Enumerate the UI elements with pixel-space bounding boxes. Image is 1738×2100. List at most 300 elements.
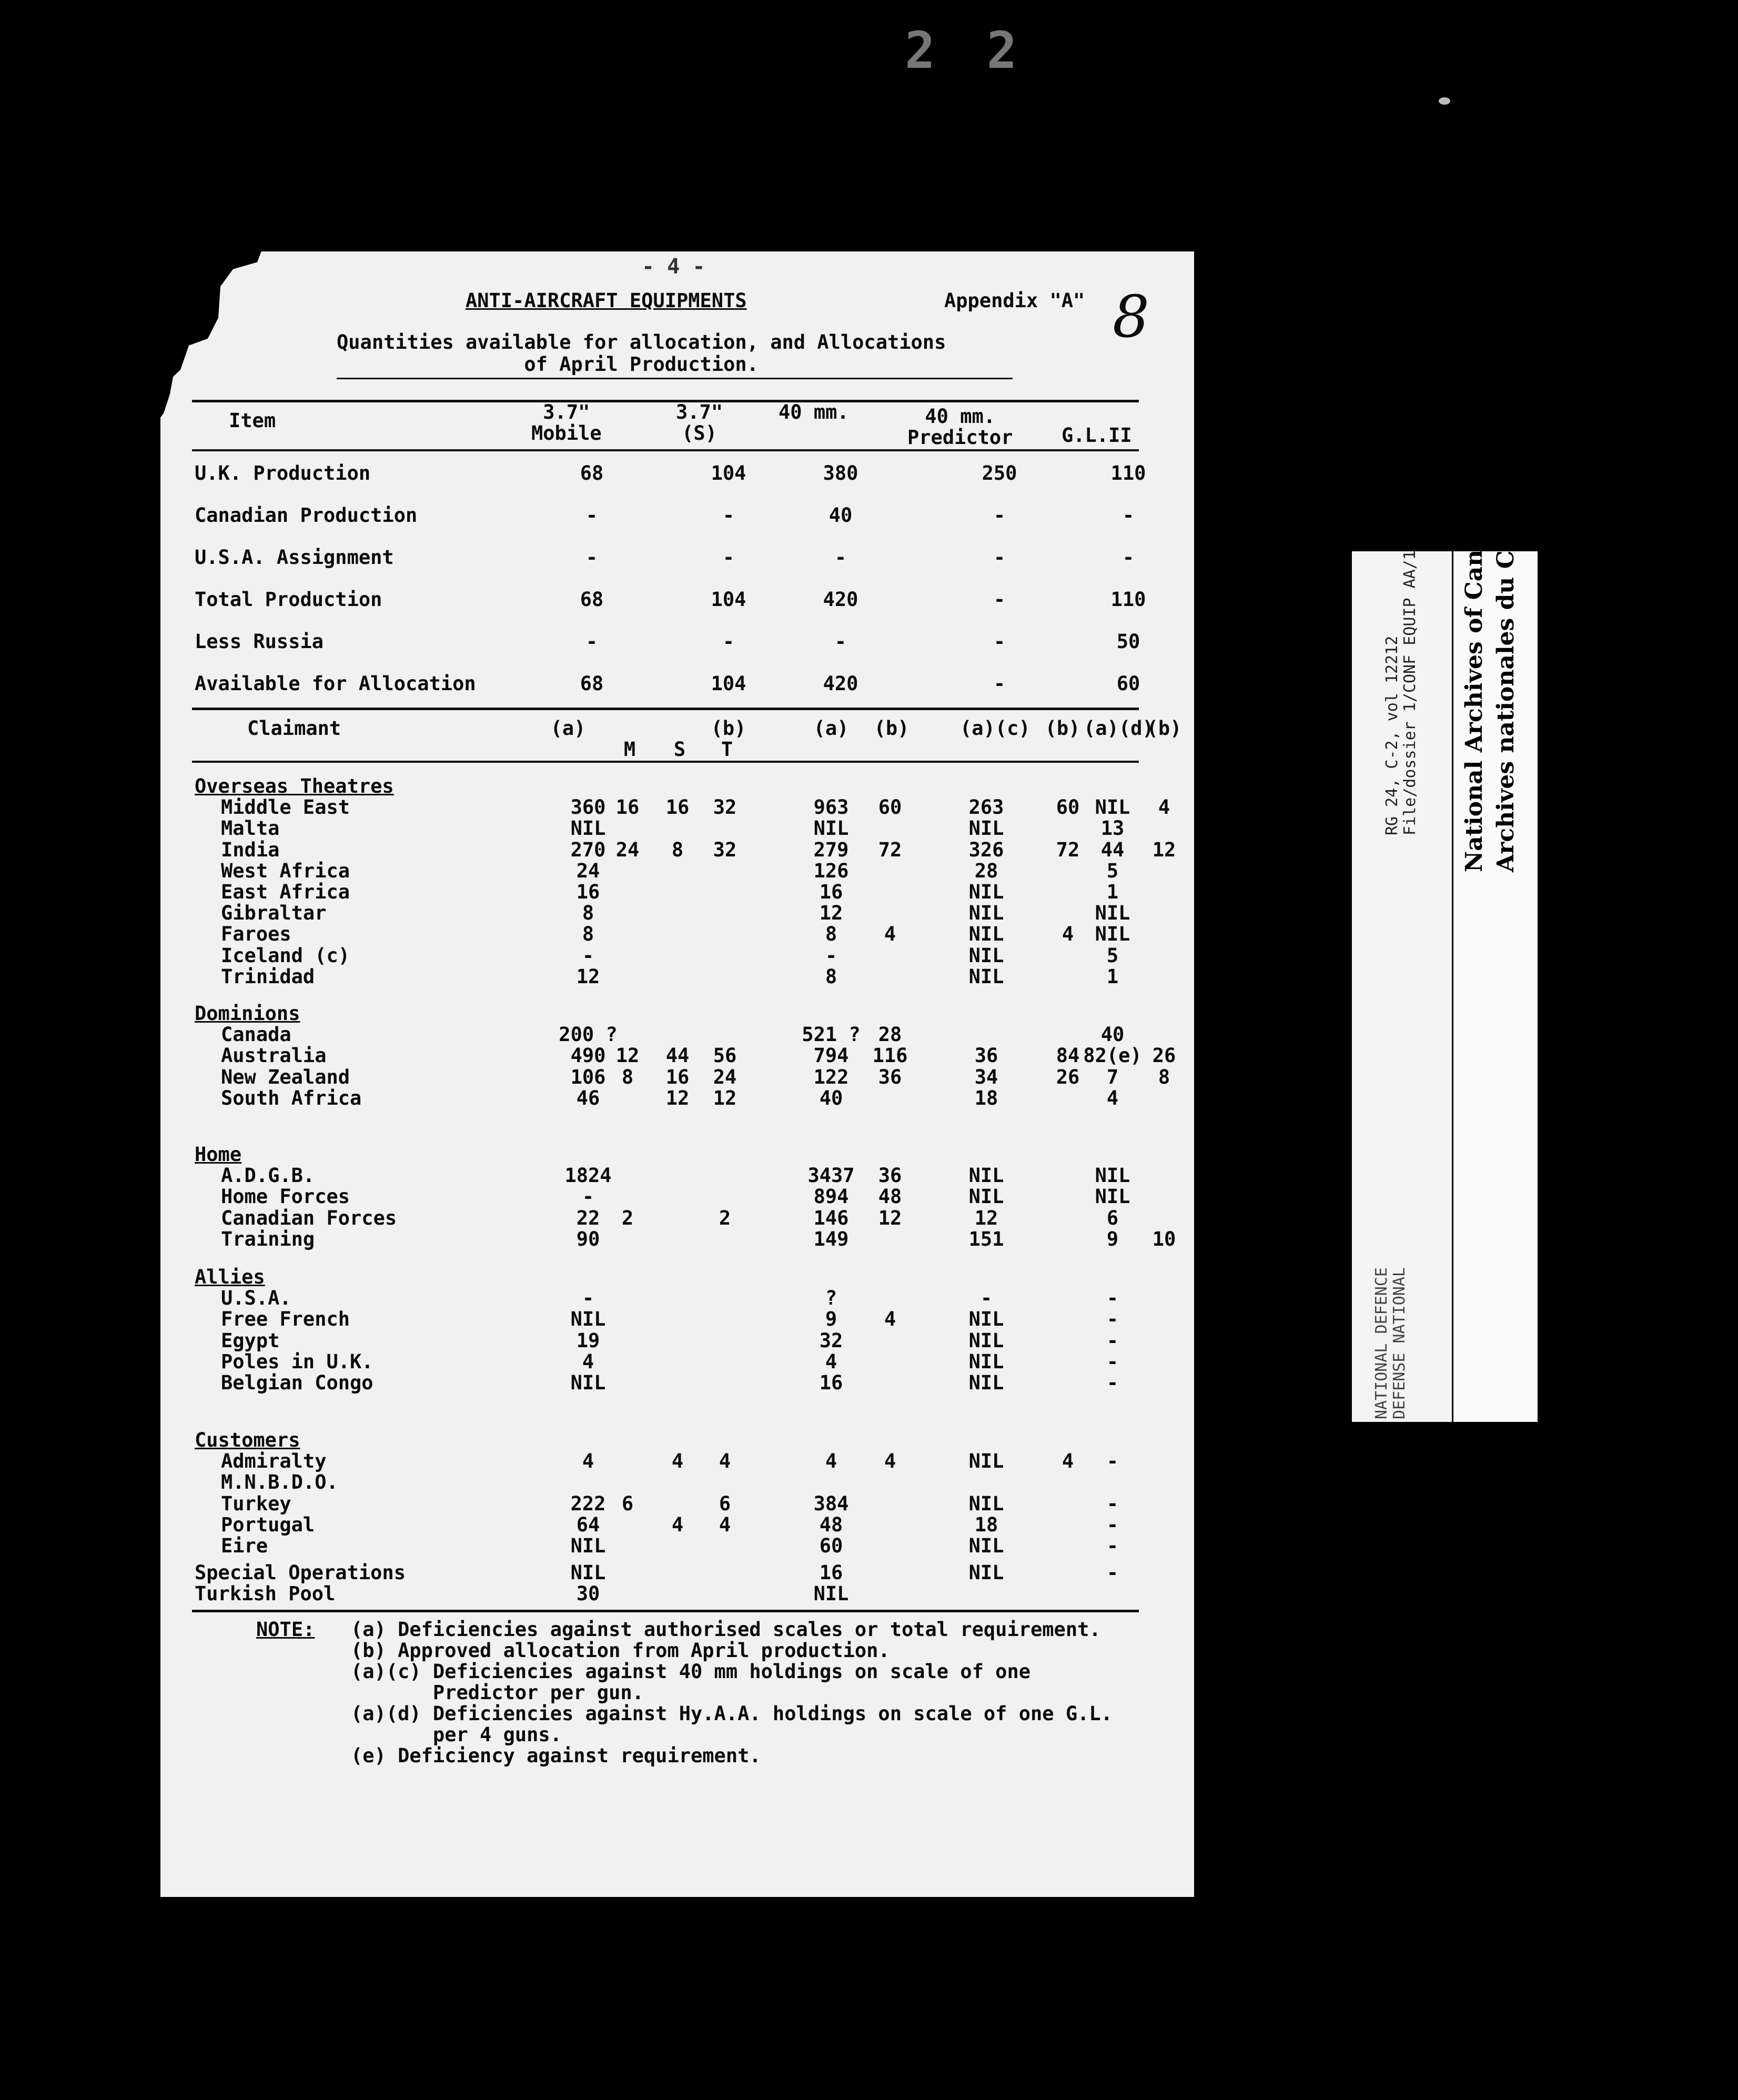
claim-cell-c5: 16 xyxy=(819,881,843,903)
claim-cell-c7: NIL xyxy=(968,881,1004,903)
claim-cell-c1: 1824 xyxy=(564,1164,612,1187)
defence-label xyxy=(1373,1267,1409,1419)
claim-cell-c1: 64 xyxy=(576,1513,600,1536)
claim-cell-c5: NIL xyxy=(813,817,849,840)
claim-cell-c4: 24 xyxy=(713,1066,737,1088)
claim-col-b-static: (b) xyxy=(711,717,746,740)
claim-row xyxy=(195,1308,1141,1329)
claim-cell-c2: 2 xyxy=(621,1207,634,1229)
claim-cell-c5: 60 xyxy=(819,1534,843,1557)
claim-row xyxy=(195,1044,1176,1067)
claim-cell-c7: NIL xyxy=(968,817,1004,840)
claim-row xyxy=(195,1450,1141,1471)
claim-cell-c5: 32 xyxy=(819,1329,843,1352)
claim-row-label: Poles in U.K. xyxy=(221,1350,373,1373)
production-cell-static: 104 xyxy=(711,588,746,611)
claim-col-a-mobile: (a) xyxy=(550,717,586,740)
claim-row-label: Training xyxy=(221,1228,315,1250)
claim-sub-s: S xyxy=(673,738,686,761)
claim-row-label: U.S.A. xyxy=(221,1287,291,1309)
claim-cell-c6: 60 xyxy=(878,796,902,819)
claim-cell-c10: 8 xyxy=(1158,1066,1170,1088)
production-cell-pred: - xyxy=(993,588,1006,611)
archive-stamp xyxy=(1352,472,1536,1422)
claim-row xyxy=(195,1561,1141,1582)
header-static-line2: (S) xyxy=(682,422,717,445)
claim-cell-c9: 1 xyxy=(1106,965,1119,988)
claim-row xyxy=(195,860,1141,881)
archive-reference xyxy=(1383,550,1419,835)
section-heading: Home xyxy=(195,1143,242,1166)
claim-cell-c5: 48 xyxy=(819,1513,843,1536)
claim-row-label: India xyxy=(221,839,280,861)
production-cell-gl: - xyxy=(1122,504,1135,527)
production-cell-gl: 50 xyxy=(1116,630,1140,653)
claim-col-b-gl: (b) xyxy=(1146,717,1182,740)
claim-cell-c6: 72 xyxy=(878,839,902,861)
claim-row xyxy=(195,1534,1141,1556)
claim-cell-c6: 116 xyxy=(872,1044,908,1067)
claim-row xyxy=(195,1228,1176,1250)
claim-row-label: Middle East xyxy=(221,796,350,819)
claim-cell-c6: 4 xyxy=(884,923,896,945)
claim-cell-c7: 326 xyxy=(968,839,1004,861)
header-static xyxy=(676,402,723,444)
claim-cell-c6: 36 xyxy=(878,1164,902,1187)
claim-cell-c1: NIL xyxy=(570,817,606,840)
claim-cell-c5: NIL xyxy=(813,1582,849,1605)
claim-cell-c7: NIL xyxy=(968,923,1004,945)
production-cell-gl: 110 xyxy=(1110,588,1146,611)
claim-cell-c9: - xyxy=(1106,1492,1119,1515)
section-heading: Allies xyxy=(195,1266,265,1288)
production-cell-forty: - xyxy=(834,546,847,569)
claim-cell-c7: NIL xyxy=(968,1350,1004,1373)
claim-cell-c3: 4 xyxy=(671,1450,684,1472)
claim-row-label: Iceland (c) xyxy=(221,944,350,967)
claim-cell-c1: NIL xyxy=(570,1371,606,1394)
claim-row xyxy=(195,839,1176,861)
notes-top-rule xyxy=(192,1610,1139,1612)
claim-cell-c6: 36 xyxy=(878,1066,902,1088)
production-cell-mobile: - xyxy=(585,630,598,653)
production-row xyxy=(195,462,1146,484)
claim-cell-c2: 12 xyxy=(615,1044,640,1067)
claim-row-label: Trinidad xyxy=(221,965,315,988)
claim-cell-c7: NIL xyxy=(968,1329,1004,1352)
claim-cell-c5: 8 xyxy=(825,965,837,988)
header-predictor xyxy=(907,406,1013,448)
claim-row-label: A.D.G.B. xyxy=(221,1164,315,1187)
claims-top-rule xyxy=(192,708,1139,710)
claim-cell-c9: 7 xyxy=(1106,1066,1119,1088)
claim-cell-c9: - xyxy=(1106,1450,1119,1472)
claim-cell-c7: 263 xyxy=(968,796,1004,819)
claim-cell-c1: 270 xyxy=(570,839,606,861)
note-line: per 4 guns. xyxy=(351,1723,562,1746)
claim-cell-c8: 84 xyxy=(1056,1044,1080,1067)
claim-row-label: East Africa xyxy=(221,881,350,903)
claim-cell-c1: 8 xyxy=(582,923,594,945)
claim-col-ad-gl: (a)(d) xyxy=(1084,717,1154,740)
production-row-label: U.K. Production xyxy=(195,462,371,484)
claim-cell-c7: 28 xyxy=(974,860,998,882)
claim-row-label: Portugal xyxy=(221,1513,315,1536)
claim-row-label: Special Operations xyxy=(195,1561,406,1584)
production-row-label: Total Production xyxy=(195,588,382,611)
claim-cell-c10: 10 xyxy=(1152,1228,1176,1250)
claim-cell-c5: 894 xyxy=(813,1185,849,1208)
claim-cell-c8: 72 xyxy=(1056,839,1080,861)
claim-cell-c7: NIL xyxy=(968,1308,1004,1330)
subtitle-underline xyxy=(337,378,1013,379)
claim-cell-c4: 32 xyxy=(713,839,737,861)
claim-row-label: Australia xyxy=(221,1044,327,1067)
claim-cell-c7: NIL xyxy=(968,902,1004,924)
header-item: Item xyxy=(229,409,276,432)
claim-cell-c6: 28 xyxy=(878,1023,902,1046)
claim-cell-c5: - xyxy=(825,944,837,967)
production-row xyxy=(195,546,1141,567)
corner-page-mark: 2 2 xyxy=(905,21,1028,80)
claim-cell-c7: 151 xyxy=(968,1228,1004,1250)
claim-col-a-40mm: (a) xyxy=(813,717,849,740)
claim-row xyxy=(195,1371,1141,1392)
claim-cell-c3: 44 xyxy=(665,1044,690,1067)
claim-row-label: Egypt xyxy=(221,1329,280,1352)
claim-cell-c7: 34 xyxy=(974,1066,998,1088)
header-predictor-line2: Predictor xyxy=(907,426,1013,449)
claim-cell-c1: 19 xyxy=(576,1329,600,1352)
production-cell-forty: - xyxy=(834,630,847,653)
claim-row xyxy=(195,1066,1170,1088)
claim-row xyxy=(195,1164,1141,1185)
claim-cell-c7: - xyxy=(980,1287,993,1309)
claim-cell-c1: 4 xyxy=(582,1350,594,1373)
claim-cell-c3: 16 xyxy=(665,796,690,819)
claim-cell-c3: 8 xyxy=(671,839,684,861)
claim-col-b-40mm: (b) xyxy=(874,717,910,740)
claim-cell-c3: 16 xyxy=(665,1066,690,1088)
claim-cell-c5: 126 xyxy=(813,860,849,882)
claim-row xyxy=(195,1513,1141,1534)
claim-cell-c4: 56 xyxy=(713,1044,737,1067)
claim-cell-c1: - xyxy=(582,1287,594,1309)
claim-row-label: Malta xyxy=(221,817,280,840)
claim-row-label: Admiralty xyxy=(221,1450,327,1472)
note-line: (e) Deficiency against requirement. xyxy=(351,1744,761,1767)
claim-cell-c1: 12 xyxy=(576,965,600,988)
claim-row-label: Canadian Forces xyxy=(221,1207,397,1229)
claim-cell-c9: - xyxy=(1106,1561,1119,1584)
claim-cell-c1: 30 xyxy=(576,1582,600,1605)
claim-cell-c1: 490 xyxy=(570,1044,606,1067)
claim-cell-c5: 8 xyxy=(825,923,837,945)
production-row xyxy=(195,672,1141,693)
header-predictor-line1: 40 mm. xyxy=(925,405,996,428)
claim-row-label: Free French xyxy=(221,1308,350,1330)
claim-cell-c5: 279 xyxy=(813,839,849,861)
archives-line1: National Archives of Canada xyxy=(1461,503,1488,872)
header-gl: G.L.II xyxy=(1062,424,1132,447)
claim-cell-c1: - xyxy=(582,944,594,967)
claim-cell-c4: 12 xyxy=(713,1087,737,1109)
defence-line2: DEFENSE NATIONAL xyxy=(1390,1267,1409,1419)
document-sheet xyxy=(160,251,1194,1897)
note-line: (a)(d) Deficiencies against Hy.A.A. holdings on scale of one G.L. xyxy=(351,1702,1113,1725)
claim-row xyxy=(195,965,1141,986)
claim-row-label: South Africa xyxy=(221,1087,362,1109)
claim-cell-c6: 4 xyxy=(884,1450,896,1472)
claim-row-label: Eire xyxy=(221,1534,268,1557)
archive-ref-line1: RG 24, C-2, vol 12212 xyxy=(1383,635,1401,835)
claim-cell-c9: - xyxy=(1106,1350,1119,1373)
note-line: (a)(c) Deficiencies against 40 mm holdings on scale of one xyxy=(351,1660,1031,1683)
claim-cell-c2: 6 xyxy=(621,1492,634,1515)
claim-cell-c5: 521 ? xyxy=(802,1023,861,1046)
claim-cell-c5: 16 xyxy=(819,1371,843,1394)
claim-cell-c7: 12 xyxy=(974,1207,998,1229)
production-row-label: U.S.A. Assignment xyxy=(195,546,394,569)
claim-cell-c7: NIL xyxy=(968,1561,1004,1584)
claim-row xyxy=(195,902,1141,923)
production-cell-forty: 420 xyxy=(823,672,858,695)
claim-cell-c2: 16 xyxy=(615,796,640,819)
production-cell-gl: - xyxy=(1122,546,1135,569)
claim-cell-c9: NIL xyxy=(1095,1164,1130,1187)
film-speck xyxy=(1439,97,1450,105)
claim-row xyxy=(195,1087,1141,1108)
production-row xyxy=(195,588,1146,611)
claim-cell-c1: 222 xyxy=(570,1492,606,1515)
claim-row xyxy=(195,1185,1141,1206)
section-heading: Dominions xyxy=(195,1002,300,1025)
claim-cell-c1: NIL xyxy=(570,1308,606,1330)
production-cell-mobile: 68 xyxy=(580,462,604,484)
production-cell-forty: 40 xyxy=(828,504,853,527)
claim-row xyxy=(195,1329,1141,1350)
production-cell-mobile: - xyxy=(585,546,598,569)
claim-cell-c10: 4 xyxy=(1158,796,1170,819)
claim-cell-c3: 4 xyxy=(671,1513,684,1536)
handwritten-page-number: 8 xyxy=(1113,283,1149,350)
production-row-label: Available for Allocation xyxy=(195,672,476,695)
claim-sub-m: M xyxy=(623,738,636,761)
claimant-header: Claimant xyxy=(247,717,341,740)
claim-cell-c7: NIL xyxy=(968,1185,1004,1208)
claim-cell-c8: 26 xyxy=(1056,1066,1080,1088)
claim-cell-c9: NIL xyxy=(1095,902,1130,924)
notes-block xyxy=(256,1619,1113,1766)
archives-line2: Archives nationales du Canada xyxy=(1492,472,1519,872)
claim-cell-c9: - xyxy=(1106,1534,1119,1557)
production-cell-static: 104 xyxy=(711,462,746,484)
production-cell-forty: 380 xyxy=(823,462,858,484)
production-cell-pred: 250 xyxy=(982,462,1017,484)
subtitle-line-2: of April Production. xyxy=(524,353,759,376)
production-cell-static: - xyxy=(722,630,735,653)
claim-cell-c7: NIL xyxy=(968,1492,1004,1515)
section-heading: Overseas Theatres xyxy=(195,775,394,797)
archives-band xyxy=(1452,472,1538,1422)
claim-cell-c9: 44 xyxy=(1100,839,1125,861)
claim-cell-c5: 3437 xyxy=(807,1164,855,1187)
subtitle-line-1: Quantities available for allocation, and Allocations xyxy=(337,331,946,354)
page-number-mark: - 4 - xyxy=(642,255,705,279)
production-row xyxy=(195,630,1141,651)
claim-cell-c9: 82(e) xyxy=(1083,1044,1142,1067)
claim-cell-c7: 18 xyxy=(974,1087,998,1109)
claims-header-rule xyxy=(192,761,1139,763)
claim-cell-c1: NIL xyxy=(570,1534,606,1557)
claim-cell-c9: - xyxy=(1106,1371,1119,1394)
claim-cell-c7: 36 xyxy=(974,1044,998,1067)
production-cell-mobile: 68 xyxy=(580,588,604,611)
claim-cell-c1: 16 xyxy=(576,881,600,903)
appendix-label: Appendix "A" xyxy=(944,289,1085,312)
claim-row xyxy=(195,1492,1141,1513)
claim-cell-c9: 5 xyxy=(1106,944,1119,967)
claim-cell-c5: 40 xyxy=(819,1087,843,1109)
claim-cell-c1: 24 xyxy=(576,860,600,882)
note-line: (a) Deficiencies against authorised scales or total requirement. xyxy=(351,1618,1101,1641)
claim-cell-c5: 794 xyxy=(813,1044,849,1067)
claim-cell-c5: 122 xyxy=(813,1066,849,1088)
production-cell-mobile: - xyxy=(585,504,598,527)
claim-cell-c4: 4 xyxy=(719,1450,731,1472)
claim-cell-c5: 384 xyxy=(813,1492,849,1515)
claim-row xyxy=(195,1207,1141,1228)
production-cell-static: - xyxy=(722,504,735,527)
claim-cell-c5: 4 xyxy=(825,1350,837,1373)
claim-cell-c1: NIL xyxy=(570,1561,606,1584)
claim-cell-c8: 60 xyxy=(1056,796,1080,819)
claim-cell-c5: 9 xyxy=(825,1308,837,1330)
production-cell-static: 104 xyxy=(711,672,746,695)
claim-cell-c7: NIL xyxy=(968,1371,1004,1394)
claim-cell-c7: NIL xyxy=(968,1450,1004,1472)
claim-cell-c1: 106 xyxy=(570,1066,606,1088)
claim-row xyxy=(195,1287,1141,1308)
header-40mm: 40 mm. xyxy=(779,401,849,423)
claims-header-row xyxy=(195,717,1182,740)
section-heading: Customers xyxy=(195,1429,300,1451)
production-cell-forty: 420 xyxy=(823,588,858,611)
claim-cell-c2: 8 xyxy=(621,1066,634,1088)
claim-cell-c5: 16 xyxy=(819,1561,843,1584)
production-cell-static: - xyxy=(722,546,735,569)
claim-cell-c9: - xyxy=(1106,1513,1119,1536)
header-mobile xyxy=(531,402,602,444)
claim-cell-c9: 5 xyxy=(1106,860,1119,882)
claim-cell-c9: 13 xyxy=(1100,817,1125,840)
production-cell-pred: - xyxy=(993,630,1006,653)
claim-cell-c1: 90 xyxy=(576,1228,600,1250)
claim-cell-c9: - xyxy=(1106,1308,1119,1330)
document-title: ANTI-AIRCRAFT EQUIPMENTS xyxy=(466,289,747,312)
claim-cell-c1: 22 xyxy=(576,1207,600,1229)
production-row-label: Canadian Production xyxy=(195,504,418,527)
claim-row-label: Faroes xyxy=(221,923,291,945)
header-mobile-line2: Mobile xyxy=(531,422,602,445)
claim-cell-c7: 18 xyxy=(974,1513,998,1536)
claim-col-b-predictor: (b) xyxy=(1045,717,1080,740)
claim-cell-c9: NIL xyxy=(1095,923,1130,945)
claim-cell-c2: 24 xyxy=(615,839,640,861)
claim-cell-c1: 46 xyxy=(576,1087,600,1109)
claim-cell-c10: 26 xyxy=(1152,1044,1176,1067)
claim-cell-c5: ? xyxy=(825,1287,837,1309)
claim-cell-c1: - xyxy=(582,1185,594,1208)
notes-label: NOTE: xyxy=(256,1618,315,1641)
claims-subheader-row xyxy=(195,738,1141,759)
claim-row-label: Home Forces xyxy=(221,1185,350,1208)
header-mobile-line1: 3.7" xyxy=(543,401,590,423)
claim-cell-c6: 4 xyxy=(884,1308,896,1330)
claim-cell-c7: NIL xyxy=(968,965,1004,988)
claim-cell-c5: 149 xyxy=(813,1228,849,1250)
claim-cell-c1: 200 ? xyxy=(559,1023,618,1046)
claim-cell-c1: 8 xyxy=(582,902,594,924)
claim-cell-c4: 6 xyxy=(719,1492,731,1515)
claim-row xyxy=(195,881,1141,902)
document-subtitle xyxy=(337,331,946,376)
archives-name xyxy=(1459,472,1522,872)
claim-cell-c10: 12 xyxy=(1152,839,1176,861)
claim-cell-c9: NIL xyxy=(1095,1185,1130,1208)
claim-row xyxy=(195,796,1170,819)
defence-line1: NATIONAL DEFENCE xyxy=(1372,1267,1391,1419)
production-row xyxy=(195,504,1141,525)
production-cell-pred: - xyxy=(993,504,1006,527)
claim-col-ac-predictor: (a)(c) xyxy=(960,717,1030,740)
claim-cell-c9: 6 xyxy=(1106,1207,1119,1229)
claim-sub-t: T xyxy=(721,738,733,761)
claim-cell-c9: 40 xyxy=(1100,1023,1125,1046)
claim-row-label: Turkish Pool xyxy=(195,1582,336,1605)
claim-row xyxy=(195,1350,1141,1371)
claim-cell-c9: NIL xyxy=(1095,796,1130,819)
claim-cell-c9: 4 xyxy=(1106,1087,1119,1109)
claim-cell-c8: 4 xyxy=(1062,1450,1074,1472)
claim-cell-c9: - xyxy=(1106,1287,1119,1309)
production-cell-mobile: 68 xyxy=(580,672,604,695)
claim-cell-c5: 963 xyxy=(813,796,849,819)
claim-cell-c3: 12 xyxy=(665,1087,690,1109)
claim-cell-c7: NIL xyxy=(968,1534,1004,1557)
claim-cell-c7: NIL xyxy=(968,1164,1004,1187)
claim-row xyxy=(195,1582,1141,1603)
note-line: (b) Approved allocation from April production. xyxy=(351,1639,890,1662)
torn-corner xyxy=(157,248,262,422)
note-line: Predictor per gun. xyxy=(351,1681,644,1704)
archive-ref-line2: File/dossier 1/CONF EQUIP AA/1 xyxy=(1401,550,1419,835)
claim-row-label: Belgian Congo xyxy=(221,1371,373,1394)
production-cell-pred: - xyxy=(993,546,1006,569)
claim-cell-c5: 4 xyxy=(825,1450,837,1472)
claim-row-label: Turkey xyxy=(221,1492,291,1515)
claim-row xyxy=(195,1023,1141,1044)
table-top-rule xyxy=(192,400,1139,402)
claim-cell-c1: 360 xyxy=(570,796,606,819)
claim-cell-c6: 48 xyxy=(878,1185,902,1208)
claim-row xyxy=(195,817,1141,838)
claim-cell-c5: 12 xyxy=(819,902,843,924)
claim-row xyxy=(195,1471,1141,1492)
claim-row xyxy=(195,923,1141,944)
claim-cell-c9: 9 xyxy=(1106,1228,1119,1250)
header-bottom-rule xyxy=(192,449,1139,451)
